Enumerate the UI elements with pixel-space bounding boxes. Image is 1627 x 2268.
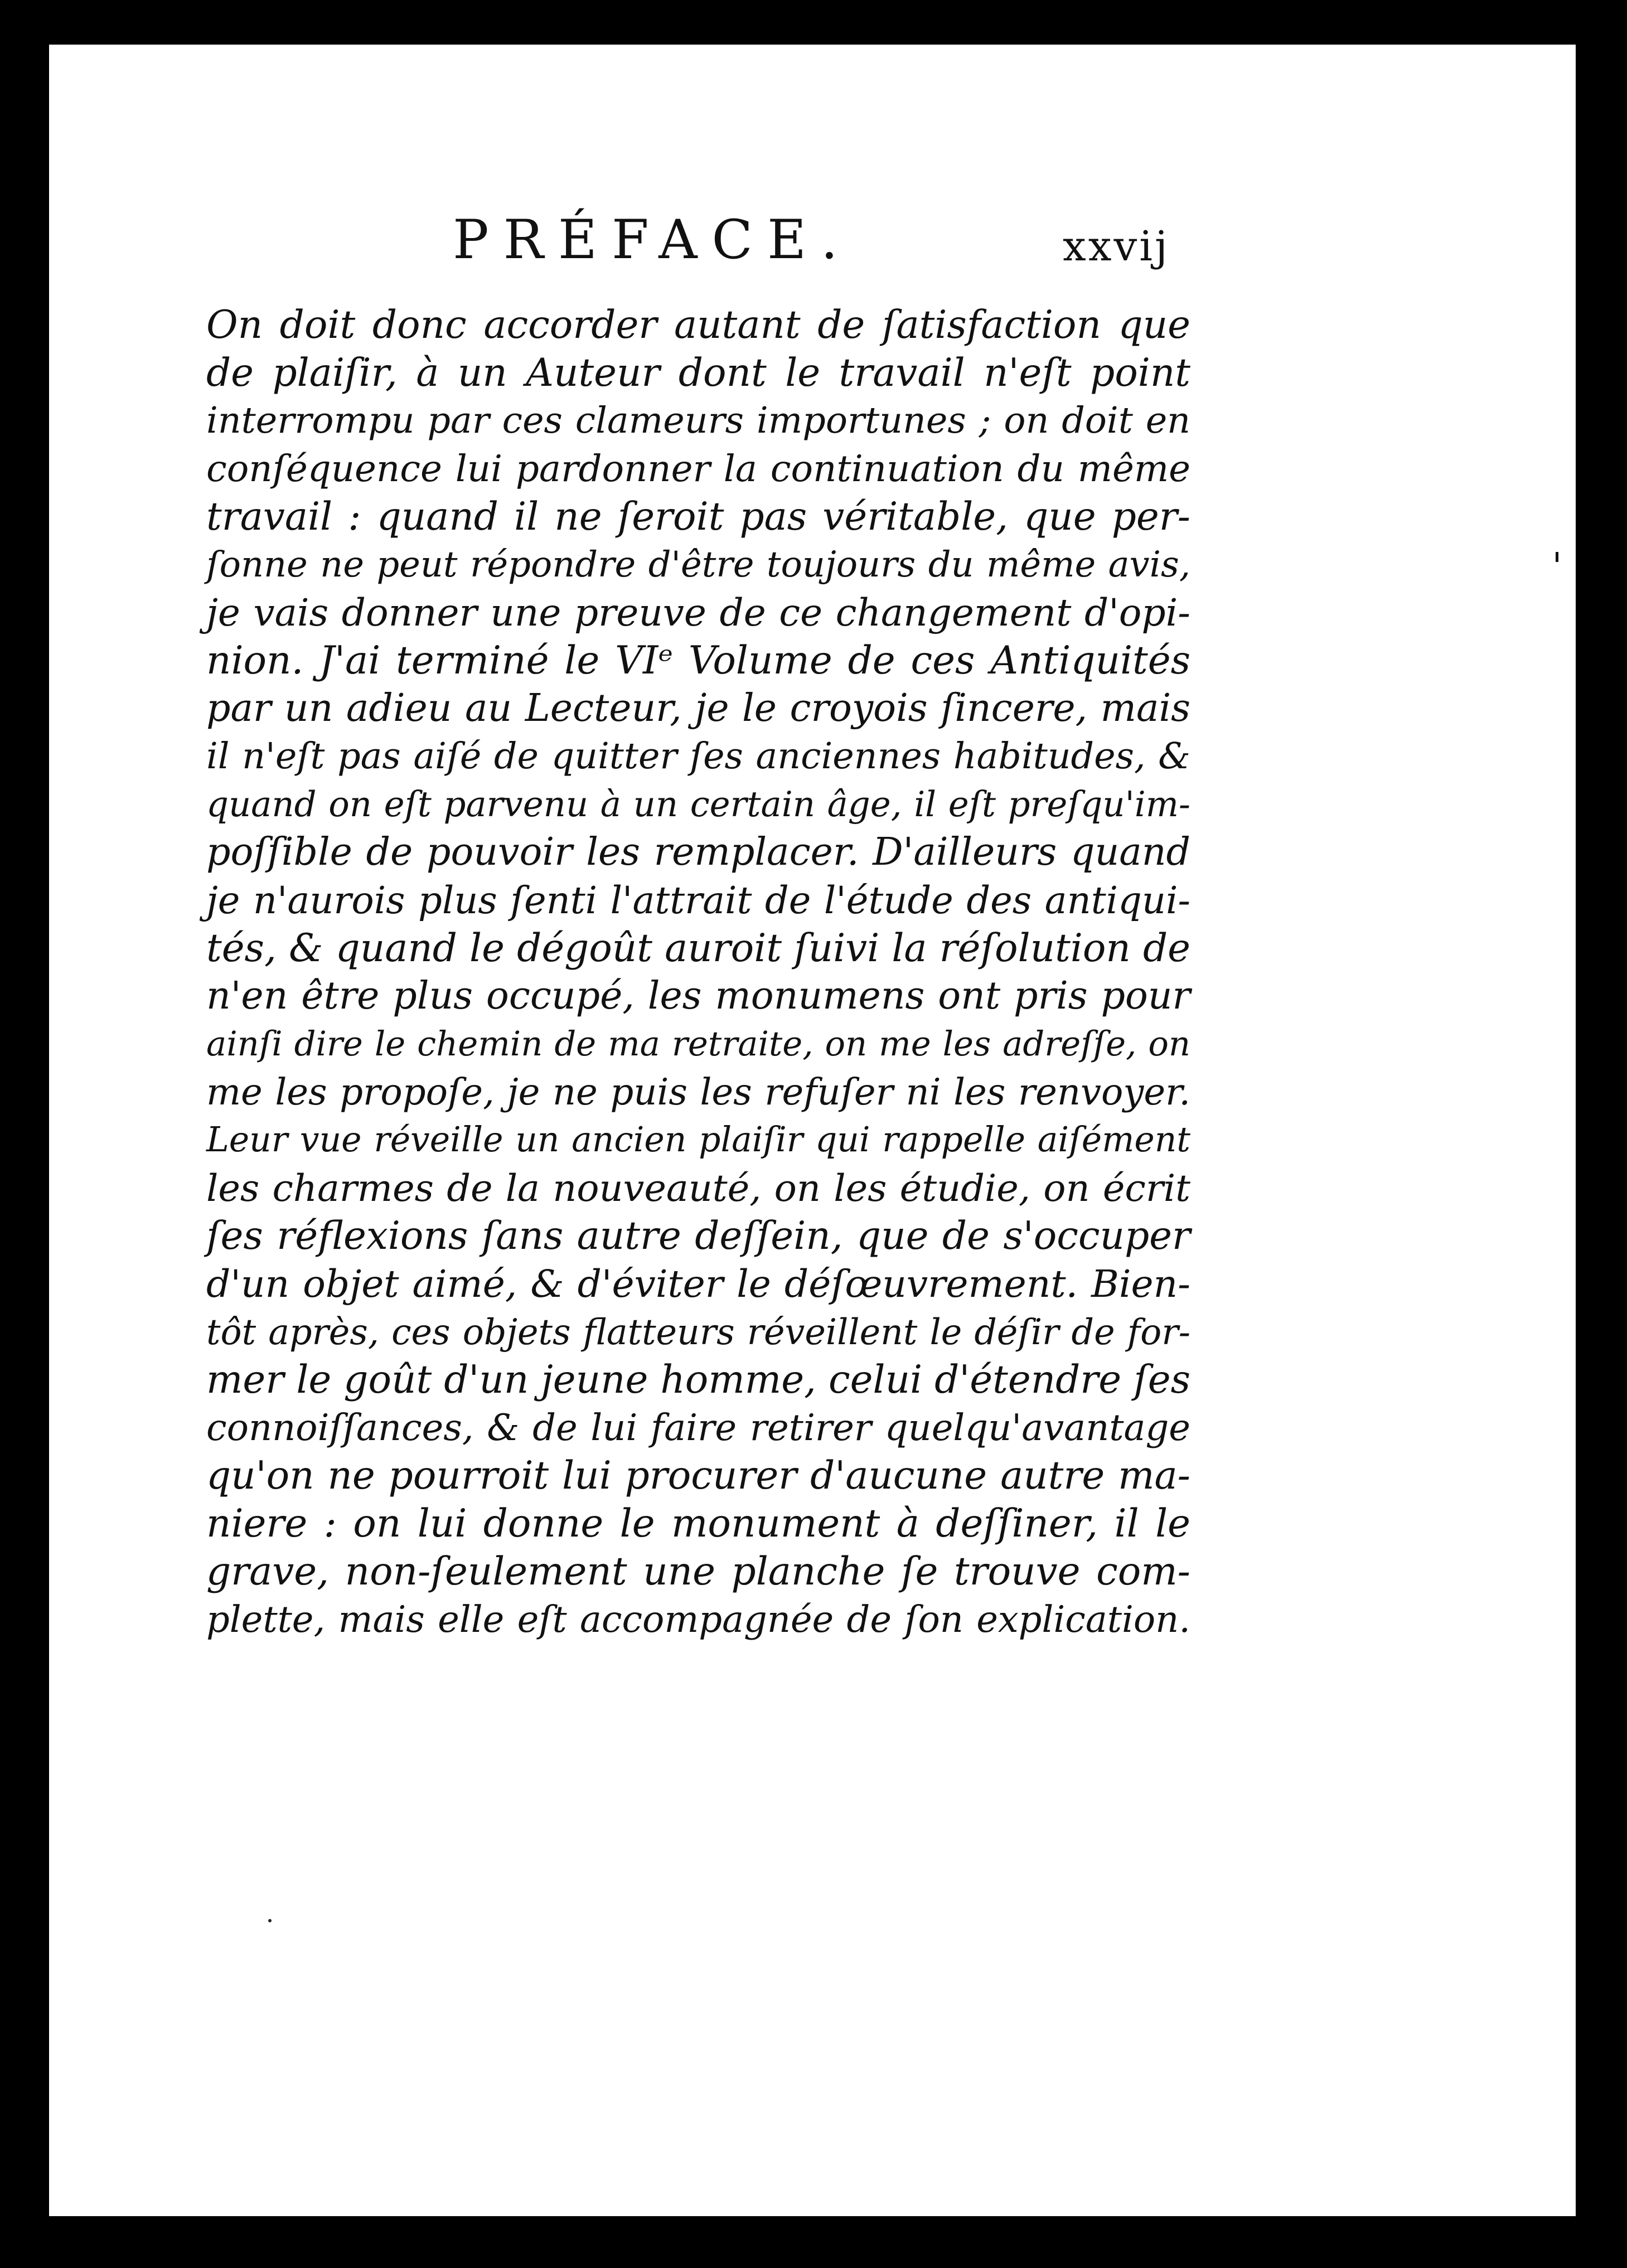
text-line: niere : on lui donne le monument à deſſiner, il le bbox=[206, 1501, 1190, 1546]
text-line: ainſi dire le chemin de ma retraite, on me les adreſſe, on bbox=[206, 1025, 1190, 1064]
text-line: Leur vue réveille un ancien plaiſir qui rappelle aiſément bbox=[206, 1120, 1190, 1160]
text-line: tés, & quand le dégoût auroit ſuivi la réſolution de bbox=[206, 926, 1190, 971]
text-line: quand on eſt parvenu à un certain âge, il eſt preſqu'im- bbox=[206, 784, 1190, 825]
page-number: xxvij bbox=[1063, 222, 1170, 270]
text-line: plette, mais elle eſt accompagnée de ſon explication. bbox=[206, 1598, 1190, 1641]
text-line: les charmes de la nouveauté, on les étudie, on écrit bbox=[206, 1166, 1190, 1210]
text-line: de plaiſir, à un Auteur dont le travail n'eſt point bbox=[206, 351, 1190, 395]
text-line: qu'on ne pourroit lui procurer d'aucune autre ma- bbox=[206, 1453, 1190, 1498]
text-line: connoiſſances, & de lui faire retirer quelqu'avantage bbox=[206, 1407, 1190, 1449]
text-line: nion. J'ai terminé le VIᵉ Volume de ces Antiquités bbox=[206, 638, 1190, 683]
text-line: je vais donner une preuve de ce changement d'opi- bbox=[206, 590, 1190, 634]
text-line: conſéquence lui pardonner la continuation du même bbox=[206, 448, 1190, 490]
text-line: ſonne ne peut répondre d'être toujours du même avis, bbox=[206, 544, 1190, 585]
running-title: PRÉFACE. bbox=[453, 209, 853, 271]
page-header bbox=[49, 201, 1576, 279]
text-line: je n'aurois plus ſenti l'attrait de l'étude des antiqui- bbox=[206, 879, 1190, 922]
text-line: interrompu par ces clameurs importunes ; on doit en bbox=[206, 400, 1190, 442]
text-line: ſes réflexions ſans autre deſſein, que de s'occuper bbox=[206, 1214, 1190, 1258]
page bbox=[49, 45, 1576, 2216]
text-line: grave, non-ſeulement une planche ſe trouve com- bbox=[206, 1549, 1190, 1594]
text-line: travail : quand il ne ſeroit pas véritable, que per- bbox=[206, 495, 1190, 539]
body-text bbox=[206, 301, 1190, 1644]
text-line: tôt après, ces objets flatteurs réveillent le déſir de for- bbox=[206, 1311, 1190, 1353]
text-line: n'en être plus occupé, les monumens ont pris pour bbox=[206, 974, 1190, 1018]
text-line: il n'eſt pas aiſé de quitter ſes anciennes habitudes, & bbox=[206, 735, 1190, 777]
margin-mark bbox=[1556, 552, 1558, 562]
stray-ink-dot bbox=[268, 1919, 272, 1922]
text-line: On doit donc accorder autant de ſatisfaction que bbox=[206, 303, 1190, 347]
text-line: poſſible de pouvoir les remplacer. D'ailleurs quand bbox=[206, 830, 1190, 874]
text-line: me les propoſe, je ne puis les refuſer ni les renvoyer. bbox=[206, 1071, 1190, 1113]
text-line: d'un objet aimé, & d'éviter le déſœuvrement. Bien- bbox=[206, 1262, 1190, 1306]
text-line: mer le goût d'un jeune homme, celui d'étendre ſes bbox=[206, 1358, 1190, 1402]
text-line: par un adieu au Lecteur, je le croyois ſincere, mais bbox=[206, 686, 1190, 730]
